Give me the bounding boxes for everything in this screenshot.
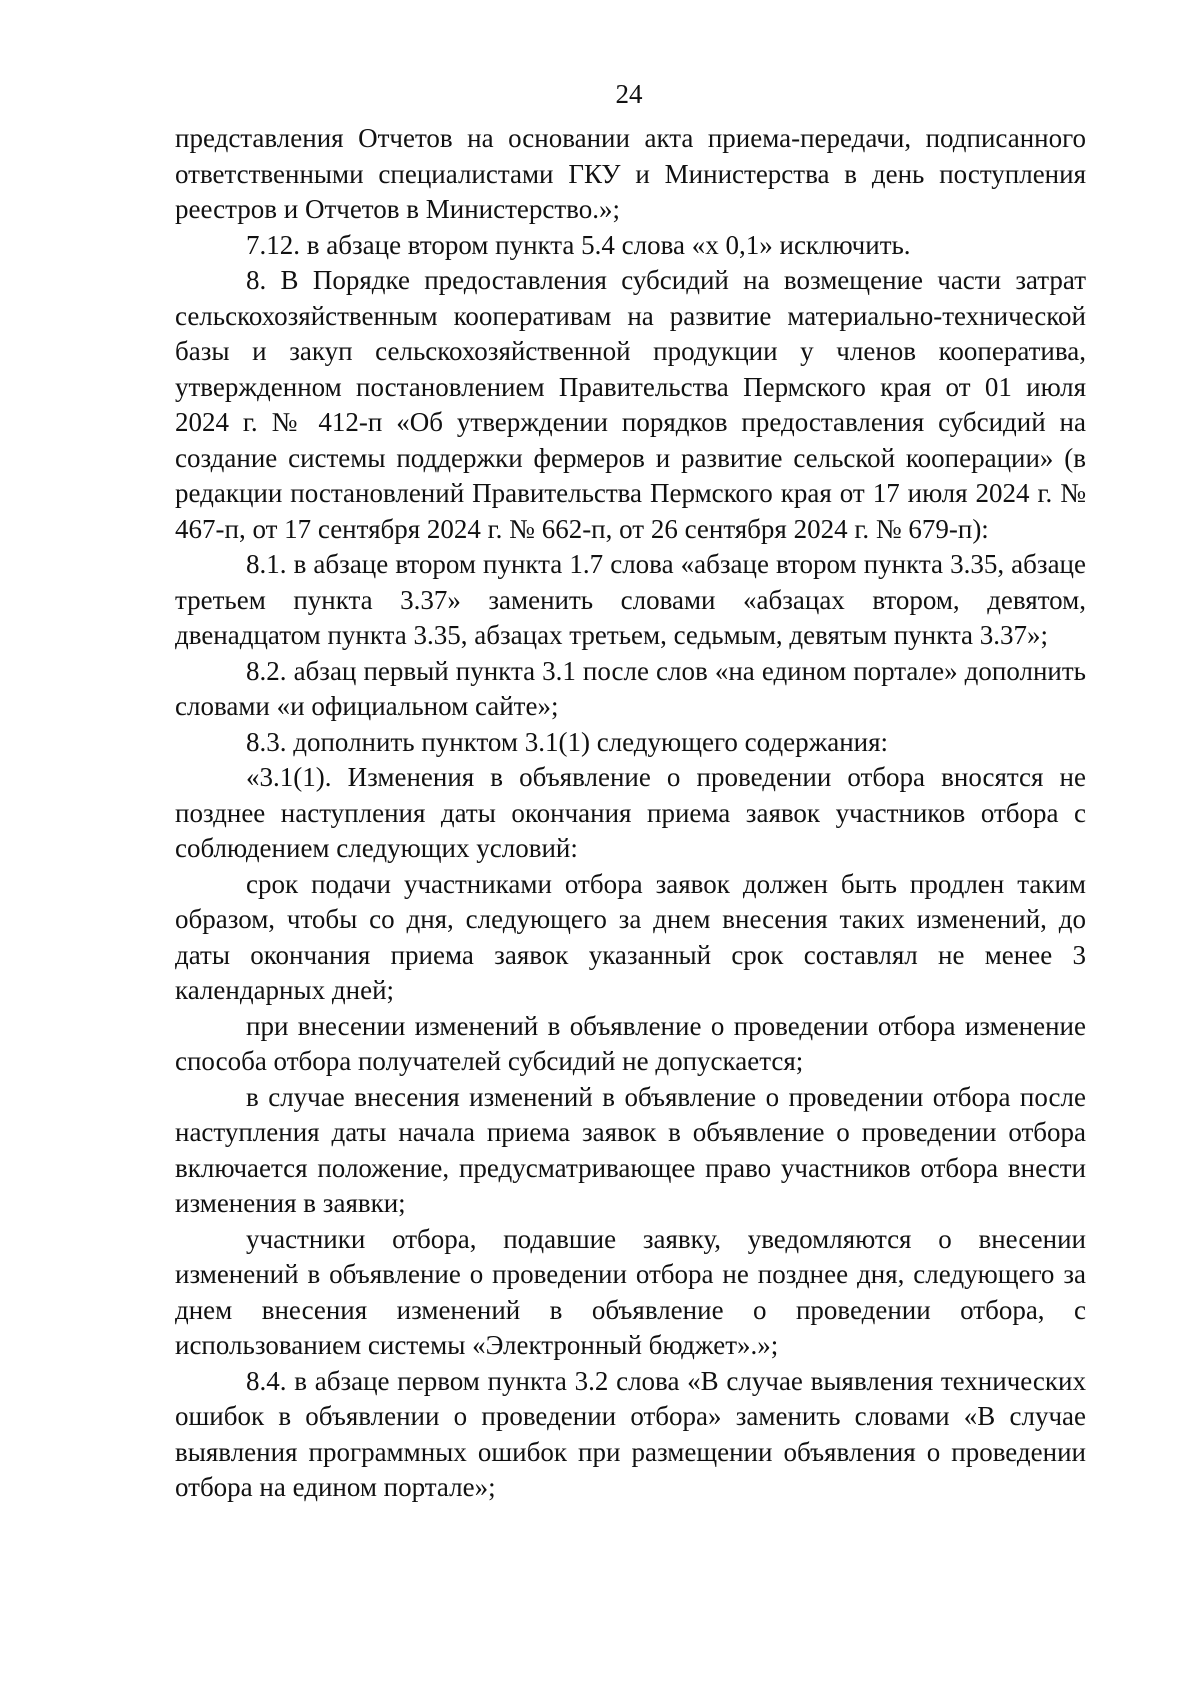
paragraph-8-3: 8.3. дополнить пунктом 3.1(1) следующего содержания: [246,726,889,757]
paragraph-condition-method: при внесении изменений в объявление о проведении отбора изменение способа отбора получателей субсидий не допускается; [175,1010,1086,1076]
paragraph-condition-deadline: срок подачи участниками отбора заявок должен быть продлен таким образом, чтобы со дня, следующего за днем внесения таких изменений, до даты окончания приема заявок указанный срок составлял не менее 3 календарных дней; [175,868,1086,1005]
paragraph-3-1-1: «3.1(1). Изменения в объявление о проведении отбора вносятся не позднее наступления даты окончания приема заявок участников отбора с соблюдением следующих условий: [175,762,1086,863]
paragraph-8-4: 8.4. в абзаце первом пункта 3.2 слова «В случае выявления технических ошибок в объявлении о проведении отбора» заменить словами «В случае выявления программных ошибок при размещении объявления о проведении отбора на едином портале»; [175,1365,1086,1502]
paragraph-condition-notification: участники отбора, подавшие заявку, уведомляются о внесении изменений в объявление о проведении отбора не позднее дня, следующего за днем внесения изменений в объявление о проведении отбора, с использованием системы «Электронный бюджет».»; [175,1223,1086,1360]
paragraph-8-2: 8.2. абзац первый пункта 3.1 после слов «на едином портале» дополнить словами «и официальном сайте»; [175,655,1086,721]
paragraph-8: 8. В Порядке предоставления субсидий на возмещение части затрат сельскохозяйственным кооперативам на развитие материально-технической базы и закуп сельскохозяйственной продукции у членов кооператива, утвержденном постановлением Правительства Пермского края от 01 июля 2024 г. № 412-п «Об утверждении порядков предоставления субсидий на создание системы поддержки фермеров и развитие сельской кооперации» (в редакции постановлений Правительства Пермского края от 17 июля 2024 г. № 467-п, от 17 сентября 2024 г. № 662-п, от 26 сентября 2024 г. № 679-п): [175,265,1086,544]
page-number: 24 [615,79,643,109]
paragraph-condition-changes: в случае внесения изменений в объявление о проведении отбора после наступления даты начала приема заявок в объявление о проведении отбора включается положение, предусматривающее право участников отбора внести изменения в заявки; [175,1081,1086,1218]
document-body [175,121,1086,1506]
paragraph-7-12: 7.12. в абзаце втором пункта 5.4 слова «х 0,1» исключить. [246,229,911,260]
paragraph-8-1: 8.1. в абзаце втором пункта 1.7 слова «абзаце втором пункта 3.35, абзаце третьем пункта 3.37» заменить словами «абзацах втором, девятом, двенадцатом пункта 3.35, абзацах третьем, седьмым, девятым пункта 3.37»; [175,549,1086,650]
paragraph-continuation: представления Отчетов на основании акта приема-передачи, подписанного ответственными специалистами ГКУ и Министерства в день поступления реестров и Отчетов в Министерство.»; [175,123,1086,224]
